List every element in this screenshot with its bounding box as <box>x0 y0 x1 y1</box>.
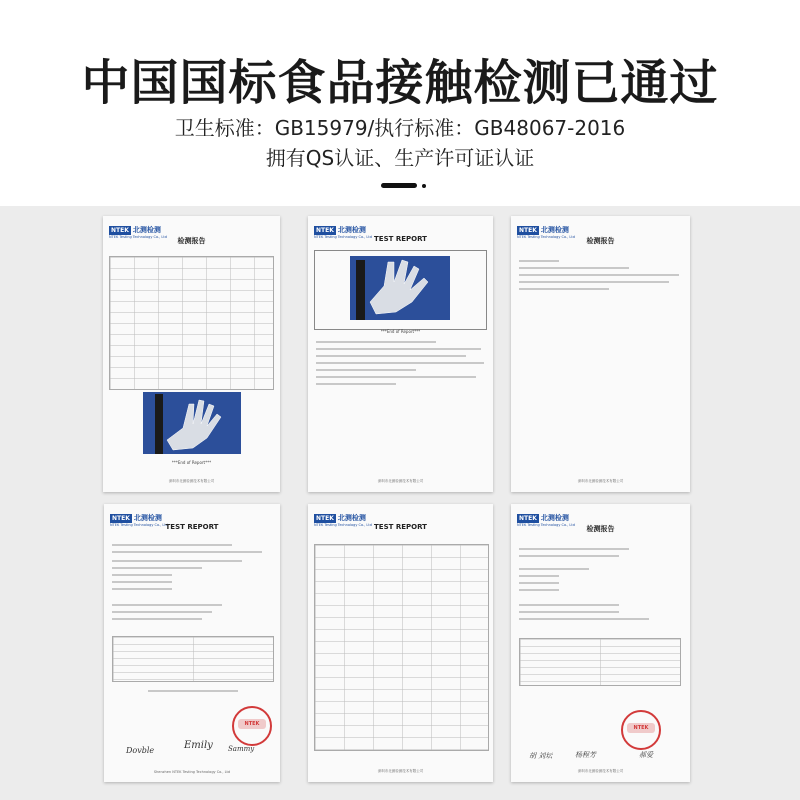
text-line <box>112 551 262 553</box>
footer-company: 深圳市北测检测技术有限公司 <box>577 479 624 483</box>
footer-company: Shenzhen NTEK Testing Technology Co., Ltd <box>153 770 231 774</box>
report-title-english: TEST REPORT <box>374 523 427 531</box>
text-line <box>519 575 559 577</box>
glove-image <box>350 256 450 320</box>
logo-english-name: NTEK Testing Technology Co., Ltd <box>110 523 168 527</box>
report-page-5 <box>308 504 493 782</box>
logo-chinese-name: 北测检测 <box>540 226 569 234</box>
text-line <box>519 568 589 570</box>
ntek-logo <box>109 225 161 235</box>
logo-english-name: NTEK Testing Technology Co., Ltd <box>517 235 575 239</box>
signature-reviewer: 杨程芳 <box>575 751 596 759</box>
divider-dot <box>422 184 426 188</box>
logo-english-name: NTEK Testing Technology Co., Ltd <box>109 235 167 239</box>
text-line <box>519 548 629 550</box>
remark-line <box>316 355 466 357</box>
result-table <box>112 636 274 682</box>
ntek-logo <box>314 513 366 523</box>
result-table <box>109 256 274 390</box>
footer-company: 深圳市北测检测技术有限公司 <box>377 769 424 773</box>
text-line <box>112 567 202 569</box>
certification-text: 拥有QS认证、生产许可证认证 <box>265 146 535 170</box>
text-line <box>519 555 619 557</box>
ntek-logo <box>110 513 162 523</box>
ntek-logo <box>517 225 569 235</box>
text-line <box>112 560 242 562</box>
footer-company: 深圳市北测检测技术有限公司 <box>577 769 624 773</box>
footer-company: 深圳市北测检测技术有限公司 <box>377 479 424 483</box>
report-page-2 <box>308 216 493 492</box>
approval-stamp <box>621 710 661 750</box>
report-gallery <box>0 206 800 800</box>
footer-company: 深圳市北测检测技术有限公司 <box>168 479 215 483</box>
remark-line <box>316 348 481 350</box>
text-line <box>519 582 559 584</box>
sample-photo <box>350 256 450 320</box>
text-line <box>112 544 232 546</box>
text-line <box>112 574 172 576</box>
text-line <box>519 589 559 591</box>
signature-compiler: 胡 刘坛 <box>529 752 553 760</box>
text-line <box>519 604 619 606</box>
logo-english-name: NTEK Testing Technology Co., Ltd <box>314 523 372 527</box>
report-title-chinese: 检测报告 <box>586 237 615 245</box>
result-table <box>314 544 489 751</box>
ntek-logo <box>517 513 569 523</box>
text-line <box>112 588 172 590</box>
logo-chinese-name: 北测检测 <box>337 514 366 522</box>
text-line <box>112 618 202 620</box>
remark-line <box>316 362 484 364</box>
text-line <box>519 288 609 290</box>
stamp-text: NTEK <box>244 721 260 727</box>
logo-mark: NTEK <box>519 514 537 522</box>
signature-reviewer: Emily <box>184 740 213 751</box>
text-line <box>519 618 649 620</box>
report-title-chinese: 检测报告 <box>586 525 615 533</box>
text-line <box>519 267 629 269</box>
signature-approver: 郝爱 <box>639 751 653 759</box>
signature-compiler: Dovble <box>126 746 155 755</box>
remark-line <box>316 376 476 378</box>
report-page-6 <box>511 504 690 782</box>
glove-image <box>143 392 241 454</box>
logo-chinese-name: 北测检测 <box>133 514 162 522</box>
report-title-chinese: 检测报告 <box>177 237 206 245</box>
result-table <box>519 638 681 686</box>
signature-approver: Sammy <box>228 745 255 753</box>
logo-chinese-name: 北测检测 <box>132 226 161 234</box>
logo-mark: NTEK <box>111 226 129 234</box>
logo-mark: NTEK <box>519 226 537 234</box>
text-line <box>519 611 619 613</box>
logo-chinese-name: 北测检测 <box>337 226 366 234</box>
remark-line <box>316 341 436 343</box>
text-line <box>148 690 238 692</box>
sample-photo <box>143 392 241 454</box>
report-title-english: TEST REPORT <box>165 523 219 531</box>
report-page-1 <box>103 216 280 492</box>
ntek-logo <box>314 225 366 235</box>
approval-stamp <box>232 706 272 746</box>
text-line <box>112 604 222 606</box>
hygiene-standards-text: 卫生标准：GB15979/执行标准：GB48067-2016 <box>174 116 626 140</box>
report-title-english: TEST REPORT <box>374 235 427 243</box>
report-page-3 <box>511 216 690 492</box>
remark-line <box>316 383 396 385</box>
logo-english-name: NTEK Testing Technology Co., Ltd <box>314 235 372 239</box>
logo-mark: NTEK <box>112 514 130 522</box>
divider-bar <box>381 183 417 188</box>
logo-mark: NTEK <box>316 514 334 522</box>
text-line <box>112 611 212 613</box>
logo-english-name: NTEK Testing Technology Co., Ltd <box>517 523 575 527</box>
report-page-4 <box>104 504 280 782</box>
remark-line <box>316 369 416 371</box>
photo-caption: ***End of Report*** <box>380 329 421 334</box>
text-line <box>519 281 669 283</box>
text-line <box>519 274 679 276</box>
text-line <box>112 581 172 583</box>
stamp-text: NTEK <box>633 725 649 731</box>
logo-chinese-name: 北测检测 <box>540 514 569 522</box>
logo-mark: NTEK <box>316 226 334 234</box>
photo-caption: ***End of Report*** <box>171 460 212 465</box>
text-line <box>519 260 559 262</box>
headline: 中国国标食品接触检测已通过 <box>81 55 719 111</box>
